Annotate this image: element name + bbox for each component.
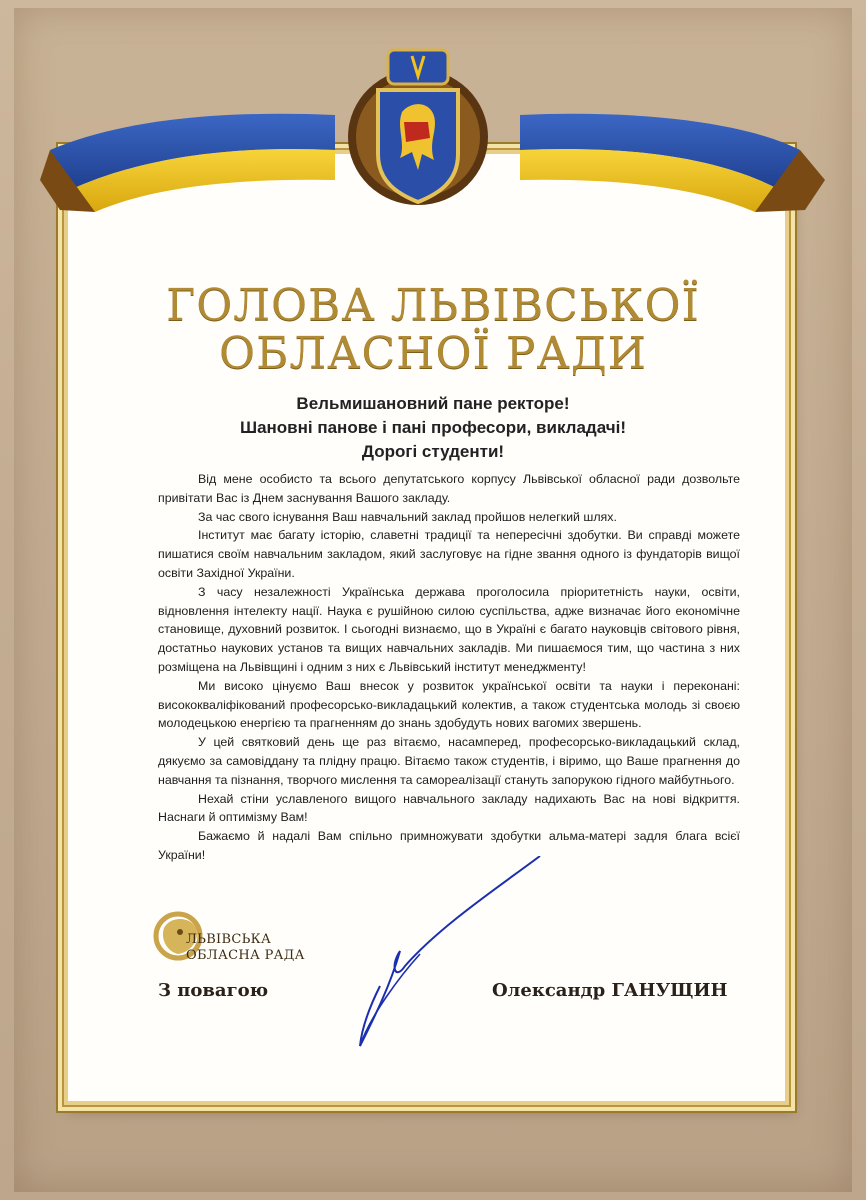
letter-body [158,470,740,865]
paragraph: Ми високо цінуємо Ваш внесок у розвиток української освіти та науки і переконані: висококваліфікований професорсько-викладацький колектив, а також студентська молодь зі своєю молодецькою енергією та прагненням до знань здобудуть нових вагомих звершень. [158,678,740,731]
paragraph: У цей святковий день ще раз вітаємо, насамперед, професорсько-викладацький склад, дякуємо за самовіддану та плідну працю. Вітаємо також студентів, і віримо, що Ваше прагнення до навчання та пізнання, творчого мислення та самореалізації стануть запорукою гідного майбутнього. [158,735,740,787]
greeting-line: Вельмишановний пане ректоре! [296,394,570,413]
paragraph: Від мене особисто та всього депутатського корпусу Львівської обласної ради дозвольте привітати Вас із Днем заснування Вашого закладу. [158,472,740,505]
logo-text [186,932,305,964]
page-title-line-2: ОБЛАСНОЇ РАДИ [219,328,647,379]
greeting-line: Шановні панове і пані професори, викладачі! [239,418,626,437]
paragraph: Нехай стіни уславленого вищого навчального закладу надихають Вас на нові відкриття. Наснаги й оптимізму Вам! [158,791,740,825]
page-title-line-1: ГОЛОВА ЛЬВІВСЬКОЇ [166,280,700,331]
logo-line-2: ОБЛАСНА РАДА [186,948,305,963]
paragraph: За час свого існування Ваш навчальний заклад пройшов нелегкий шлях. [198,509,617,524]
greeting-line: Дорогі студенти! [361,442,505,461]
paragraph: З часу незалежності Українська держава проголосила пріоритетність науки, освіти, відновлення інтелекту нації. Наука є рушійною силою суспільства, адже визначає його економічне становище, духовний розвиток. І сьогодні визнаємо, що в Україні є багато науковців світового рівня, достатньо наукових установ та вищих навчальних закладів. Ми пишаємося тим, що частина з них розміщена на Львівщині і одним з них є Львівський інститут менеджменту! [158,584,740,674]
paragraph: Інститут має багату історію, славетні традиції та непересічні здобутки. Ви справді можете пишатися своїм навчальним закладом, який заслуговує на гідне звання одного із фундаторів вищої освіти Західної України. [158,528,740,580]
closing-regards: З повагою [158,980,269,1001]
signatory-name: Олександр ГАНУЩИН [492,980,728,1001]
coat-of-arms-icon [342,42,494,212]
signature-icon [300,856,560,1056]
paragraph: Бажаємо й надалі Вам спільно примножувати здобутки альма-матері задля блага всієї України! [158,829,740,862]
logo-line-1: ЛЬВІВСЬКА [186,932,272,947]
